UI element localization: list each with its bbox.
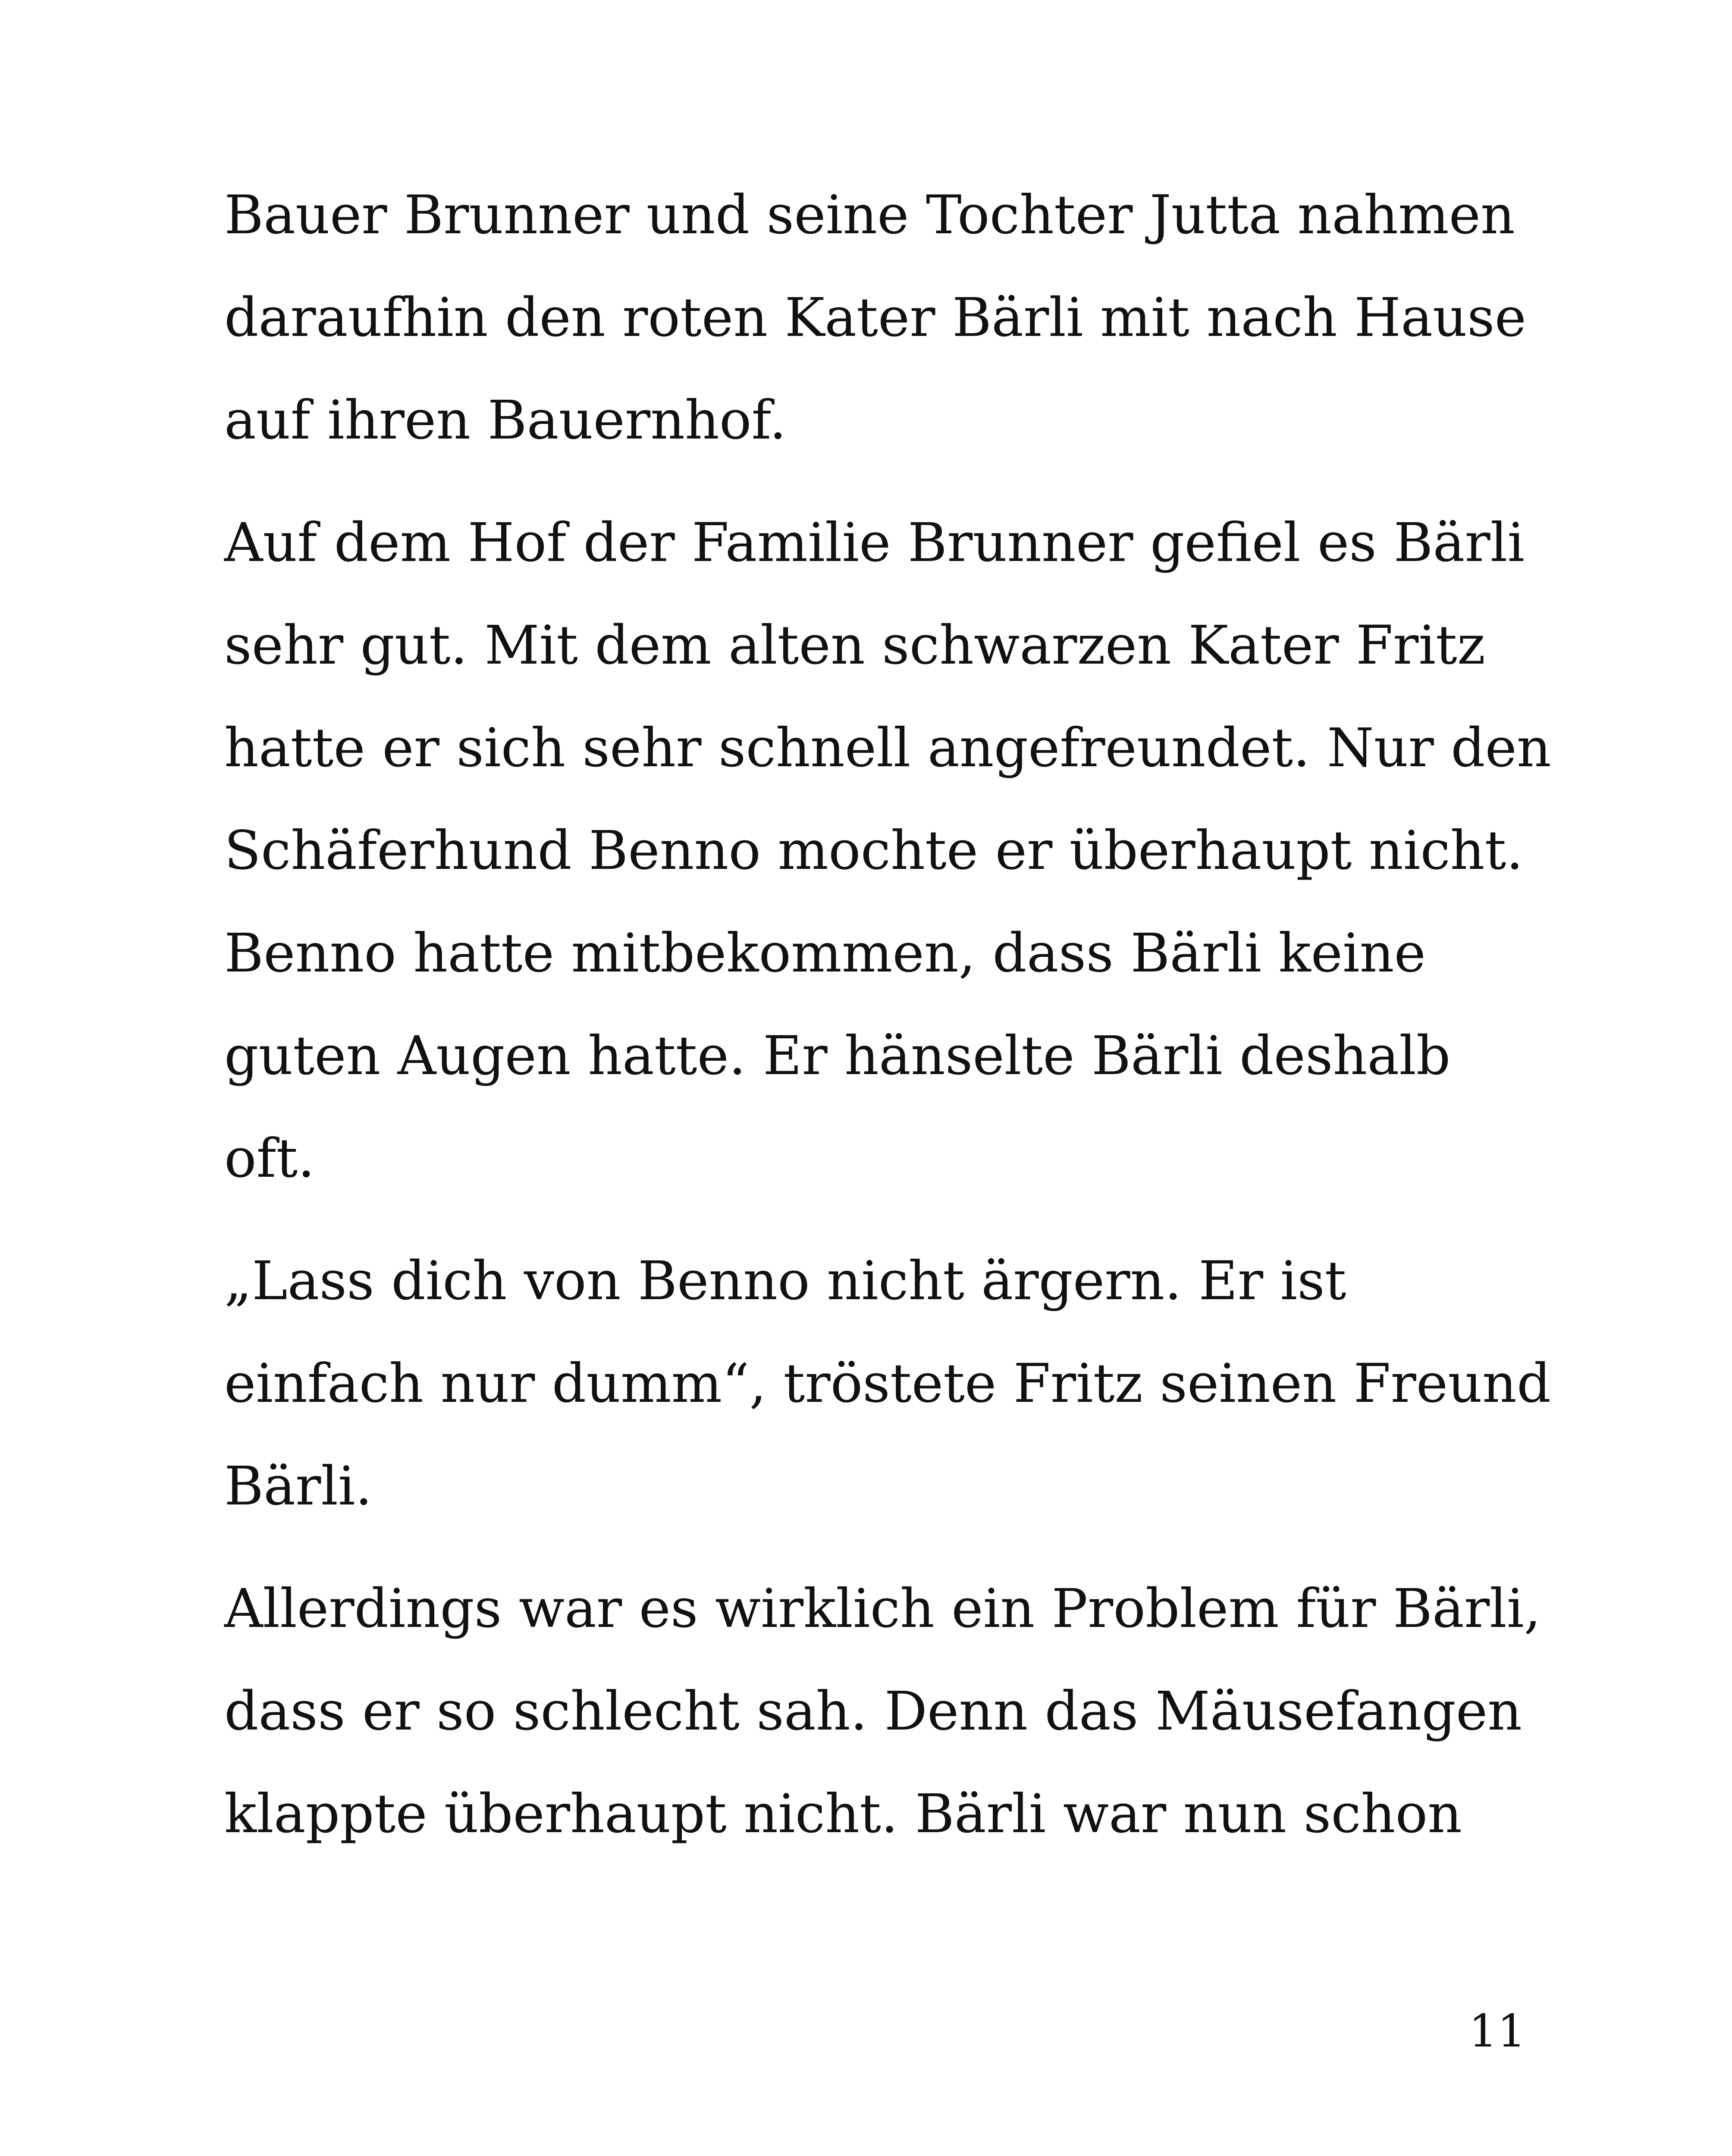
- paragraph-1: [224, 164, 1570, 472]
- text-line: Allerdings war es wirklich ein Problem für Bärli,: [224, 1578, 1541, 1640]
- text-line: sehr gut. Mit dem alten schwarzen Kater Fritz: [224, 614, 1486, 677]
- text-line: einfach nur dumm“, tröstete Fritz seinen Freund: [224, 1353, 1551, 1415]
- text-line: dass er so schlecht sah. Denn das Mäusefangen: [224, 1680, 1522, 1742]
- paragraph-3: [224, 1230, 1570, 1538]
- text-line: oft.: [224, 1128, 315, 1190]
- text-line: hatte er sich sehr schnell angefreundet. Nur den: [224, 717, 1551, 779]
- text-line: auf ihren Bauernhof.: [224, 389, 787, 451]
- text-line: Auf dem Hof der Familie Brunner gefiel es Bärli: [224, 512, 1525, 574]
- text-line: „Lass dich von Benno nicht ärgern. Er ist: [224, 1250, 1346, 1312]
- text-line: Schäferhund Benno mochte er überhaupt nicht.: [224, 820, 1523, 882]
- text-line: daraufhin den roten Kater Bärli mit nach Hause: [224, 287, 1526, 349]
- paragraph-2: [224, 492, 1570, 1210]
- text-line: klappte überhaupt nicht. Bärli war nun schon: [224, 1783, 1462, 1845]
- text-line: Bärli.: [224, 1455, 373, 1517]
- body-text: [224, 164, 1570, 1885]
- page-number: 11: [1468, 2005, 1526, 2057]
- text-line: guten Augen hatte. Er hänselte Bärli deshalb: [224, 1025, 1451, 1087]
- text-line: Bauer Brunner und seine Tochter Jutta nahmen: [224, 184, 1515, 246]
- text-line: Benno hatte mitbekommen, dass Bärli keine: [224, 922, 1426, 984]
- paragraph-4: [224, 1557, 1570, 1865]
